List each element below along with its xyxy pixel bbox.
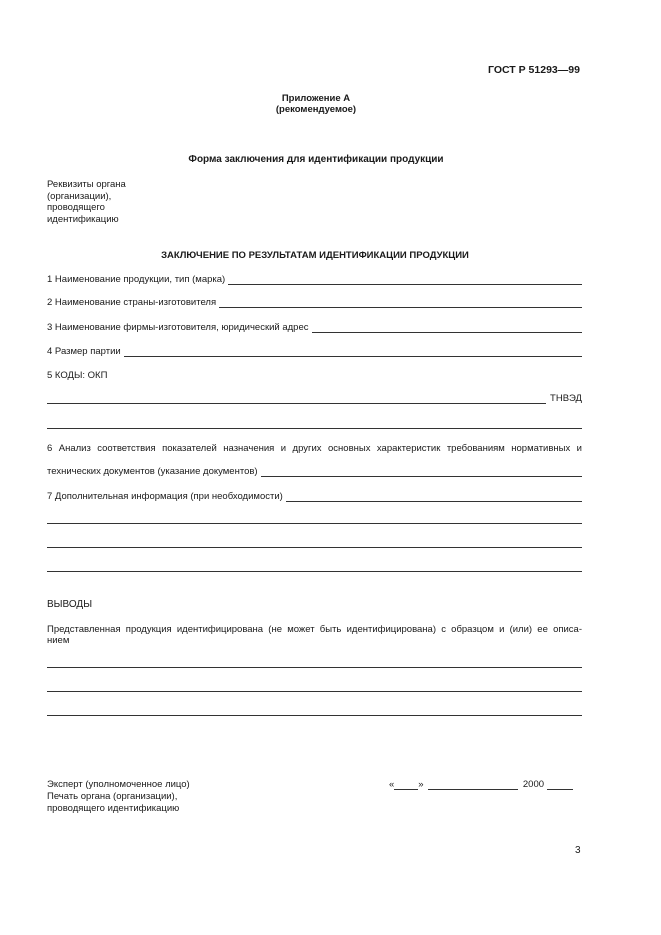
year-label: 2000 bbox=[522, 779, 545, 790]
appendix-title: Приложение А bbox=[281, 93, 351, 104]
seal-label: Печать органа (организации), bbox=[47, 791, 178, 802]
field-product-name bbox=[47, 274, 582, 285]
additional-info-blank[interactable] bbox=[286, 491, 582, 502]
product-name-blank[interactable] bbox=[228, 274, 582, 285]
quote-close: » bbox=[418, 779, 424, 790]
month-blank[interactable] bbox=[428, 779, 518, 790]
manufacturer-blank[interactable] bbox=[312, 322, 582, 333]
conclusions-line[interactable] bbox=[47, 667, 582, 668]
conclusions-text: Представленная продукция идентифицирована (не может быть идентифицирована) с образцом и (или) ее описа- bbox=[47, 624, 582, 635]
day-blank[interactable] bbox=[394, 779, 418, 790]
conclusions-heading: ВЫВОДЫ bbox=[47, 599, 93, 610]
tnved-blank[interactable] bbox=[47, 428, 582, 429]
requisites-line: идентификацию bbox=[47, 213, 119, 225]
tnved-label: ТНВЭД bbox=[550, 393, 582, 404]
additional-info-line[interactable] bbox=[47, 571, 582, 572]
standard-number: ГОСТ Р 51293—99 bbox=[488, 64, 580, 76]
field-analysis bbox=[47, 466, 582, 477]
okp-blank[interactable] bbox=[47, 393, 546, 404]
conclusion-heading: ЗАКЛЮЧЕНИЕ ПО РЕЗУЛЬТАТАМ ИДЕНТИФИКАЦИИ ПРОДУКЦИИ bbox=[161, 250, 469, 261]
field-label: 2 Наименование страны-изготовителя bbox=[47, 297, 217, 308]
form-title: Форма заключения для идентификации продукции bbox=[188, 154, 444, 165]
field-analysis-line1: 6 Анализ соответствия показателей назначения и других основных характеристик требованиям нормативных и bbox=[47, 443, 582, 454]
field-country bbox=[47, 297, 582, 308]
requisites-line: проводящего bbox=[47, 202, 105, 213]
field-manufacturer bbox=[47, 322, 582, 333]
field-additional-info bbox=[47, 491, 582, 502]
field-okp-line bbox=[47, 393, 582, 404]
signature-block bbox=[47, 779, 190, 815]
field-label: технических документов (указание документов) bbox=[47, 466, 258, 477]
additional-info-line[interactable] bbox=[47, 547, 582, 548]
batch-size-blank[interactable] bbox=[124, 346, 582, 357]
requisites-block bbox=[47, 179, 126, 225]
date-field bbox=[389, 779, 573, 790]
expert-label: Эксперт (уполномоченное лицо) bbox=[47, 779, 190, 790]
requisites-line: (организации), bbox=[47, 190, 112, 202]
additional-info-line[interactable] bbox=[47, 523, 582, 524]
page-number: 3 bbox=[575, 845, 581, 856]
analysis-blank[interactable] bbox=[261, 466, 582, 477]
appendix-subtitle: (рекомендуемое) bbox=[275, 104, 357, 115]
year-blank[interactable] bbox=[547, 779, 573, 790]
field-label: 3 Наименование фирмы-изготовителя, юридический адрес bbox=[47, 322, 309, 333]
field-label: 1 Наименование продукции, тип (марка) bbox=[47, 274, 226, 285]
seal-label: проводящего идентификацию bbox=[47, 803, 180, 814]
field-codes-label: 5 КОДЫ: ОКП bbox=[47, 370, 108, 381]
requisites-line: Реквизиты органа bbox=[47, 179, 126, 190]
field-label: 7 Дополнительная информация (при необходимости) bbox=[47, 491, 283, 502]
conclusions-text-cont: нием bbox=[47, 635, 70, 646]
field-batch-size bbox=[47, 346, 582, 357]
country-blank[interactable] bbox=[219, 297, 582, 308]
quote-open: « bbox=[389, 779, 395, 790]
conclusions-line[interactable] bbox=[47, 715, 582, 716]
field-label: 4 Размер партии bbox=[47, 346, 121, 357]
conclusions-line[interactable] bbox=[47, 691, 582, 692]
